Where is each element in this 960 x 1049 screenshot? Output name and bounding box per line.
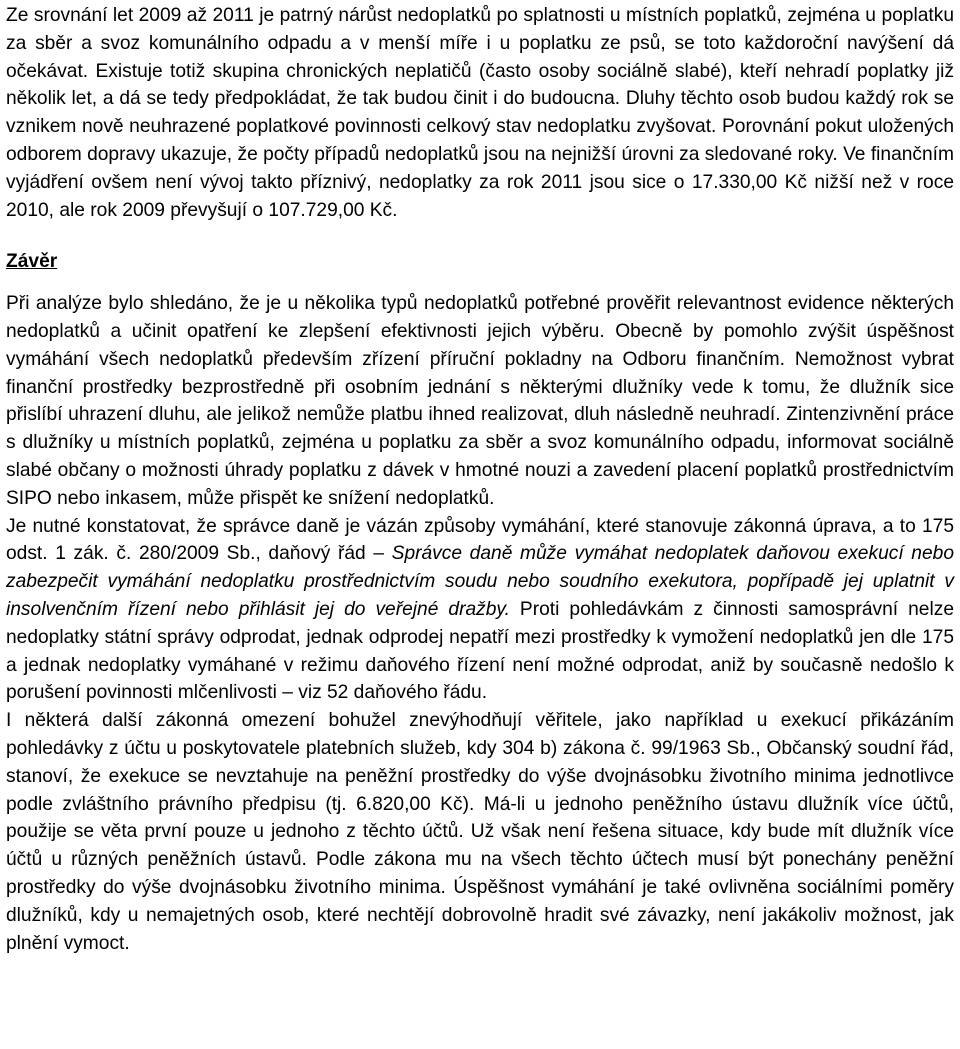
intro-paragraph: Ze srovnání let 2009 až 2011 je patrný nárůst nedoplatků po splatnosti u místních poplatků, zejména u poplatku za sběr a svoz komunálního odpadu a v menší míře i u poplatku ze psů, se toto každoroční navýšení dá očekávat. Existuje totiž skupina chronických neplatičů (často osoby sociálně slabé), kteří nehradí poplatky již několik let, a dá se tedy předpokládat, že tak budou činit i do budoucna. Dluhy těchto osob budou každý rok se vznikem nově neuhrazené poplatkové povinnosti celkový stav nedoplatku zvyšovat. Porovnání pokut uložených odborem dopravy ukazuje, že počty případů nedoplatků jsou na nejnižší úrovni za sledované roky. Ve finančním vyjádření ovšem není vývoj takto příznivý, nedoplatky za rok 2011 jsou sice o 17.330,00 Kč nižší než v roce 2010, ale rok 2009 převyšují o 107.729,00 Kč. bbox=[6, 5, 954, 221]
paragraph-2-lead-text: Je nutné konstatovat, že správce daně je vázán způsoby vymáhání, které stanovuje zákonná úprava, a to 175 odst. 1 zák. č. 280/2009 Sb., daňový řád – bbox=[6, 515, 954, 565]
conclusion-paragraph-2 bbox=[6, 513, 954, 708]
conclusion-paragraph-1: Při analýze bylo shledáno, že je u několika typů nedoplatků potřebné prověřit relevantnost evidence některých nedoplatků a učinit opatření ke zlepšení efektivnosti jejich výběru. Obecně by pomohlo zvýšit úspěšnost vymáhání všech nedoplatků především zřízení příruční pokladny na Odboru finančním. Nemožnost vybrat finanční prostředky bezprostředně při osobním jednání s některými dlužníky vede k tomu, že dlužník sice přislíbí uhrazení dluhu, ale jelikož nemůže platbu ihned realizovat, dluh následně neuhradí. Zintenzivnění práce s dlužníky u místních poplatků, zejména u poplatku za sběr a svoz komunálního odpadu, informovat sociálně slabé občany o možnosti úhrady poplatku z dávek v hmotné nouzi a zavedení placení poplatků prostřednictvím SIPO nebo inkasem, může přispět ke snížení nedoplatků. bbox=[6, 293, 954, 509]
conclusion-paragraph-3: I některá další zákonná omezení bohužel znevýhodňují věřitele, jako například u exekucí přikázáním pohledávky z účtu u poskytovatele platebních služeb, kdy 304 b) zákona č. 99/1963 Sb., Občanský soudní řád, stanoví, že exekuce se nevztahuje na peněžní prostředky do výše dvojnásobku životního minima jednotlivce podle zvláštního právního předpisu (tj. 6.820,00 Kč). Má-li u jednoho peněžního ústavu dlužník více účtů, použije se věta první pouze u jednoho z těchto účtů. Už však není řešena situace, kdy bude mít dlužník více účtů u různých peněžních ústavů. Podle zákona mu na všech těchto účtech musí být ponechány peněžní prostředky do výše dvojnásobku životního minima. Úspěšnost vymáhání je také ovlivněna sociálními poměry dlužníků, kdy u nemajetných osob, které nechtějí dobrovolně hradit své závazky, není jakákoliv možnost, jak plnění vymoct. bbox=[6, 710, 954, 954]
paragraph-2-tail-text: Proti pohledávkám z činnosti samosprávní nelze nedoplatky státní správy odprodat, jednak odprodej nepatří mezi prostředky k vymožení nedoplatků jen dle 175 a jednak nedoplatky vymáhané v režimu daňového řízení není možné odprodat, aniž by současně nedošlo k porušení povinnosti mlčenlivosti – viz 52 daňového řádu. bbox=[6, 598, 954, 704]
section-heading-zaver: Závěr bbox=[6, 251, 58, 273]
law-quote: Správce daně může vymáhat nedoplatek daňovou exekucí nebo zabezpečit vymáhání nedoplatku prostřednictvím soudu nebo soudního exekutora, popřípadě jej uplatnit v insolvenčním řízení nebo přihlásit jej do veřejné dražby. bbox=[6, 543, 954, 620]
